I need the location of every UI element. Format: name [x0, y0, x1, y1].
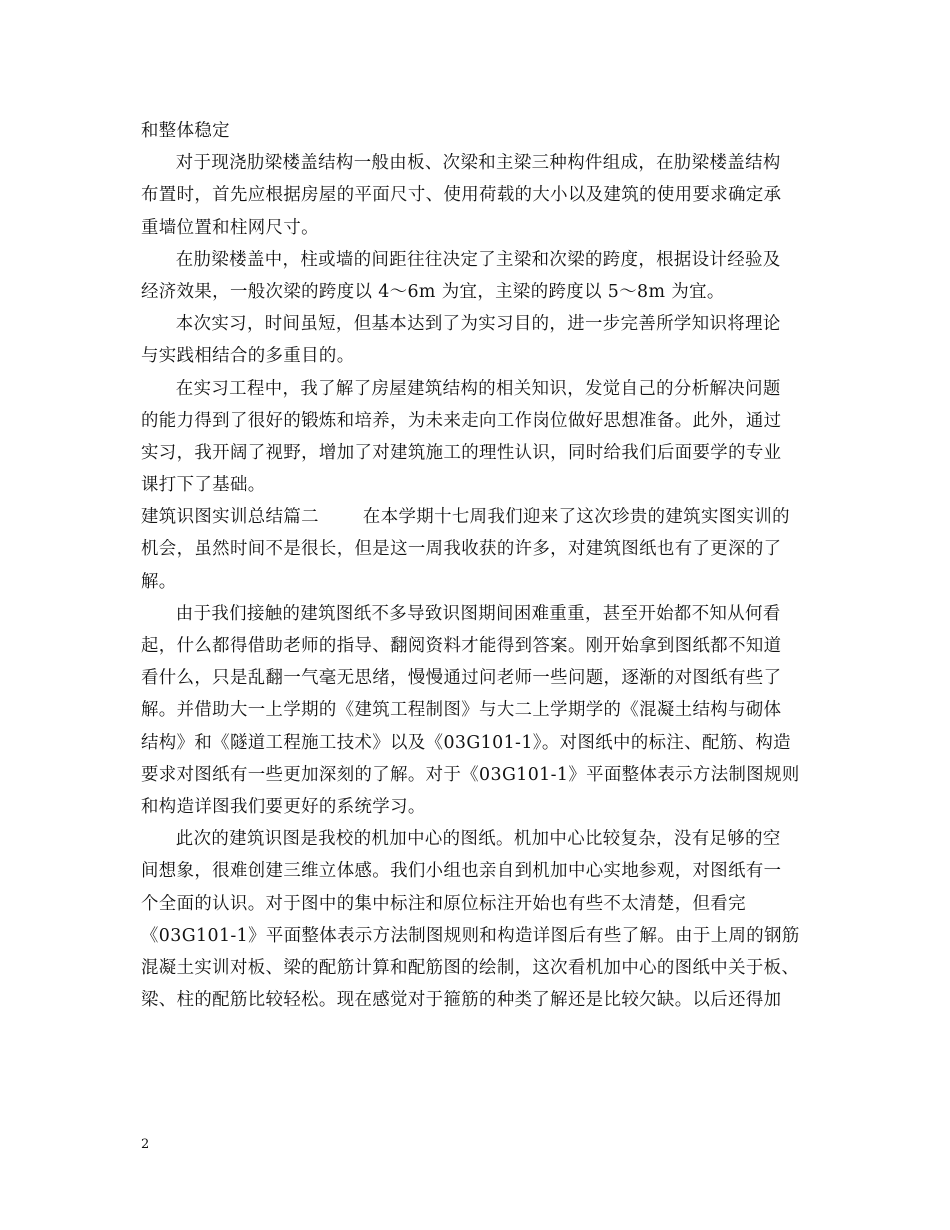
text-line: 要求对图纸有一些更加深刻的了解。对于《03G101-1》平面整体表示方法制图规则	[141, 764, 800, 785]
section-heading: 建筑识图实训总结篇二	[141, 507, 319, 528]
text-line: 由于我们接触的建筑图纸不多导致识图期间困难重重，甚至开始都不知从何看	[175, 603, 781, 624]
text-line: 在实习工程中，我了解了房屋建筑结构的相关知识，发觉自己的分析解决问题	[175, 378, 781, 399]
text-line: 与实践相结合的多重目的。	[141, 346, 355, 367]
text-line: 在本学期十七周我们迎来了这次珍贵的建筑实图实训的	[362, 507, 790, 528]
text-line: 对于现浇肋梁楼盖结构一般由板、次梁和主梁三种构件组成，在肋梁楼盖结构	[175, 153, 781, 174]
text-line: 实习，我开阔了视野，增加了对建筑施工的理性认识，同时给我们后面要学的专业	[141, 442, 782, 463]
text-line: 个全面的认识。对于图中的集中标注和原位标注开始也有些不太清楚，但看完	[141, 893, 746, 914]
text-line: 布置时，首先应根据房屋的平面尺寸、使用荷载的大小以及建筑的使用要求确定承	[141, 185, 782, 206]
text-line: 经济效果，一般次梁的跨度以 4～6m 为宜，主梁的跨度以 5～8m 为宜。	[141, 281, 725, 302]
text-line: 此次的建筑识图是我校的机加中心的图纸。机加中心比较复杂，没有足够的空	[175, 829, 781, 850]
text-line: 混凝土实训对板、梁的配筋计算和配筋图的绘制，这次看机加中心的图纸中关于板、	[141, 957, 800, 978]
text-line: 重墙位置和柱网尺寸。	[141, 217, 319, 238]
text-line: 的能力得到了很好的锻炼和培养，为未来走向工作岗位做好思想准备。此外，通过	[141, 410, 782, 431]
text-line: 机会，虽然时间不是很长，但是这一周我收获的许多，对建筑图纸也有了更深的了	[141, 539, 782, 560]
text-line: 结构》和《隧道工程施工技术》以及《03G101-1》。对图纸中的标注、配筋、构造	[141, 732, 791, 753]
text-line: 看什么，只是乱翻一气毫无思绪，慢慢通过问老师一些问题，逐渐的对图纸有些了	[141, 668, 782, 689]
text-line: 解。	[141, 571, 177, 592]
page-number: 2	[141, 1137, 150, 1152]
section-heading-line	[141, 501, 813, 533]
text-line: 和整体稳定	[141, 121, 230, 141]
text-line: 本次实习，时间虽短，但基本达到了为实习目的，进一步完善所学知识将理论	[175, 314, 781, 335]
text-line: 和构造详图我们要更好的系统学习。	[141, 796, 426, 817]
text-line: 在肋梁楼盖中，柱或墙的间距往往决定了主梁和次梁的跨度，根据设计经验及	[175, 249, 781, 270]
text-line: 《03G101-1》平面整体表示方法制图规则和构造详图后有些了解。由于上周的钢筋	[141, 925, 800, 946]
text-line: 间想象，很难创建三维立体感。我们小组也亲自到机加中心实地参观，对图纸有一	[141, 861, 782, 882]
text-line: 课打下了基础。	[141, 475, 266, 496]
text-line: 解。并借助大一上学期的《建筑工程制图》与大二上学期学的《混凝土结构与砌体	[141, 700, 782, 721]
document-body	[141, 115, 813, 1016]
text-line: 梁、柱的配筋比较轻松。现在感觉对于箍筋的种类了解还是比较欠缺。以后还得加	[141, 990, 782, 1011]
text-line: 起，什么都得借助老师的指导、翻阅资料才能得到答案。刚开始拿到图纸都不知道	[141, 636, 782, 656]
